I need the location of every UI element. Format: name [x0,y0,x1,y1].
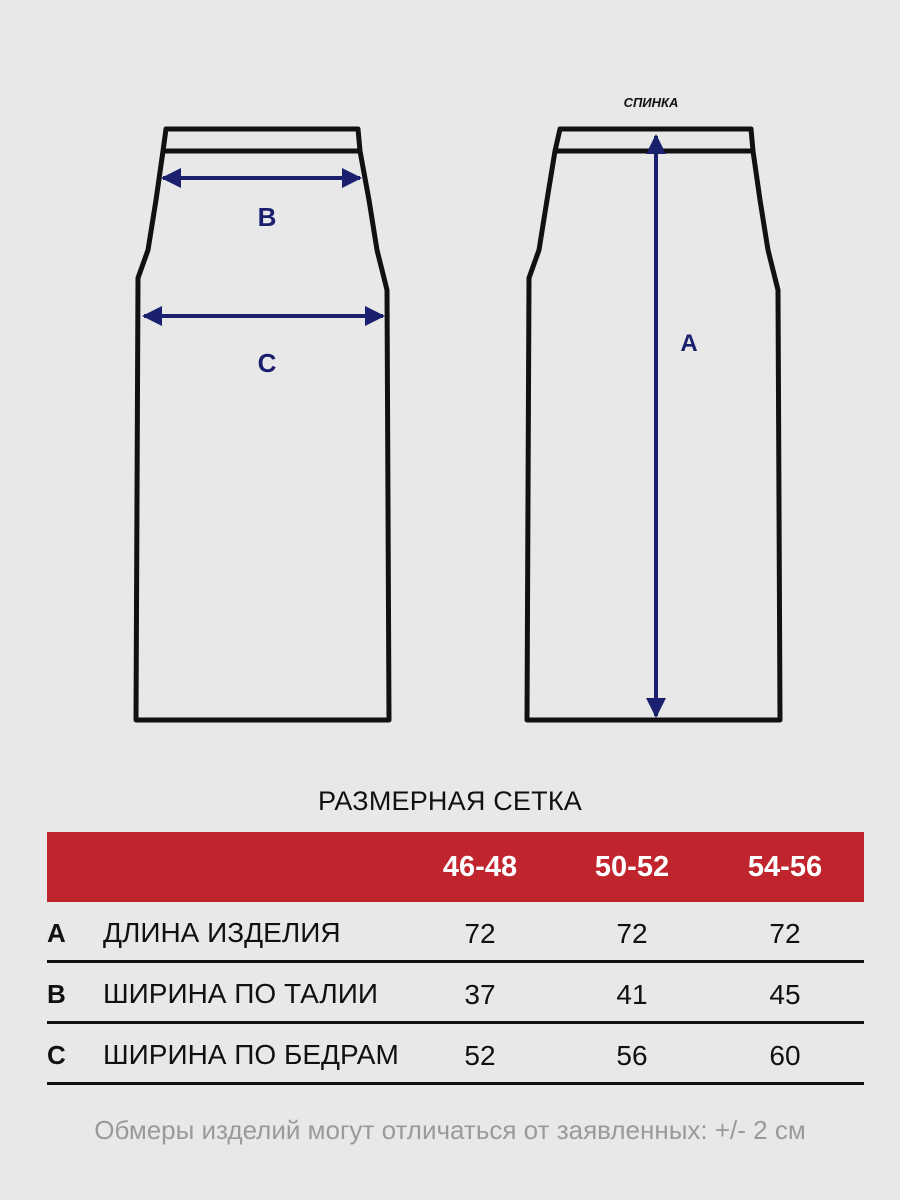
marker-c-label: C [257,348,277,378]
size-header-3: 54-56 [747,851,823,883]
row-value: 37 [464,979,496,1010]
marker-a-label: A [680,330,698,357]
size-header-1: 46-48 [442,851,518,883]
front-skirt-body [136,151,389,720]
row-letter: A [47,918,66,948]
size-header-row [47,832,864,902]
row-value: 72 [464,918,496,949]
row-value: 52 [464,1040,496,1071]
marker-b-label: B [257,202,277,232]
row-value: 45 [769,979,801,1010]
size-header-2: 50-52 [594,851,670,883]
row-value: 60 [769,1040,801,1071]
row-letter: B [47,979,66,1009]
measurement-tolerance-note: Обмеры изделий могут отличаться от заявленных: +/- 2 см [94,1115,806,1145]
back-view-label: СПИНКА [623,95,679,110]
row-value: 72 [769,918,801,949]
row-letter: C [47,1040,66,1070]
back-skirt-body [527,151,780,720]
table-row-length [47,902,864,963]
row-value: 56 [616,1040,648,1071]
row-value: 72 [616,918,648,949]
back-skirt-outline [527,129,780,720]
size-table [47,832,864,1085]
size-chart-title: РАЗМЕРНАЯ СЕТКА [318,786,582,816]
front-waistband [163,129,360,151]
table-row-hips [47,1024,864,1085]
row-parameter-name: ДЛИНА ИЗДЕЛИЯ [103,917,341,948]
row-value: 41 [616,979,648,1010]
table-row-waist [47,963,864,1024]
row-parameter-name: ШИРИНА ПО ТАЛИИ [103,978,379,1009]
row-parameter-name: ШИРИНА ПО БЕДРАМ [103,1039,399,1070]
